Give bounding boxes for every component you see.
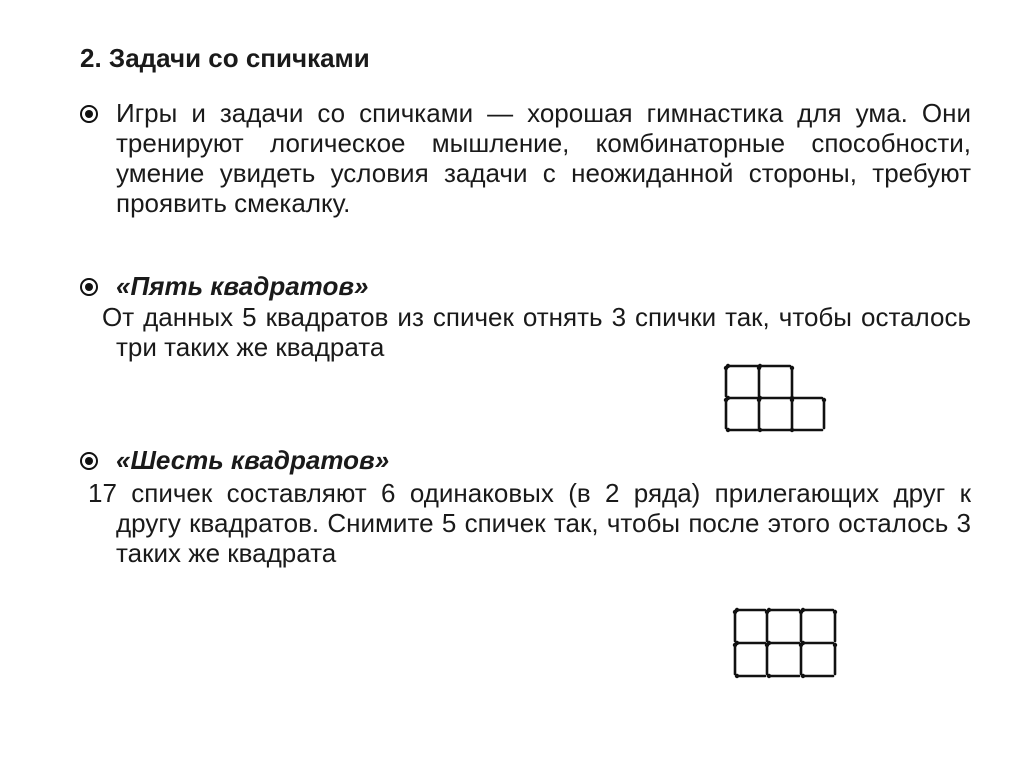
circled-dot-bullet-icon (80, 105, 98, 123)
page-title: 2. Задачи со спичками (80, 43, 370, 73)
puzzle-five-text: От данных 5 квадратов из спичек отнять 3 спички так, чтобы осталось три таких же квадрата (102, 302, 971, 362)
six-squares-figure (731, 604, 841, 682)
puzzle-five-title: «Пять квадратов» (116, 271, 369, 301)
puzzle-six-text: 17 спичек составляют 6 одинаковых (в 2 ряда) прилегающих друг к другу квадратов. Снимите 5 спичек так, чтобы после этого осталось 3 таких же квадрата (88, 478, 971, 568)
circled-dot-bullet-icon (80, 452, 98, 470)
six-squares-matches (731, 604, 841, 682)
puzzle-six-title: «Шесть квадратов» (116, 445, 390, 475)
circled-dot-bullet-icon (80, 278, 98, 296)
five-squares-figure (720, 360, 840, 434)
five-squares-matches (720, 360, 840, 434)
intro-paragraph: Игры и задачи со спичками — хорошая гимнастика для ума. Они тренируют логическое мышление, комбинаторные способности, умение увидеть условия задачи с неожиданной стороны, требуют проявить смекалку. (116, 98, 971, 218)
